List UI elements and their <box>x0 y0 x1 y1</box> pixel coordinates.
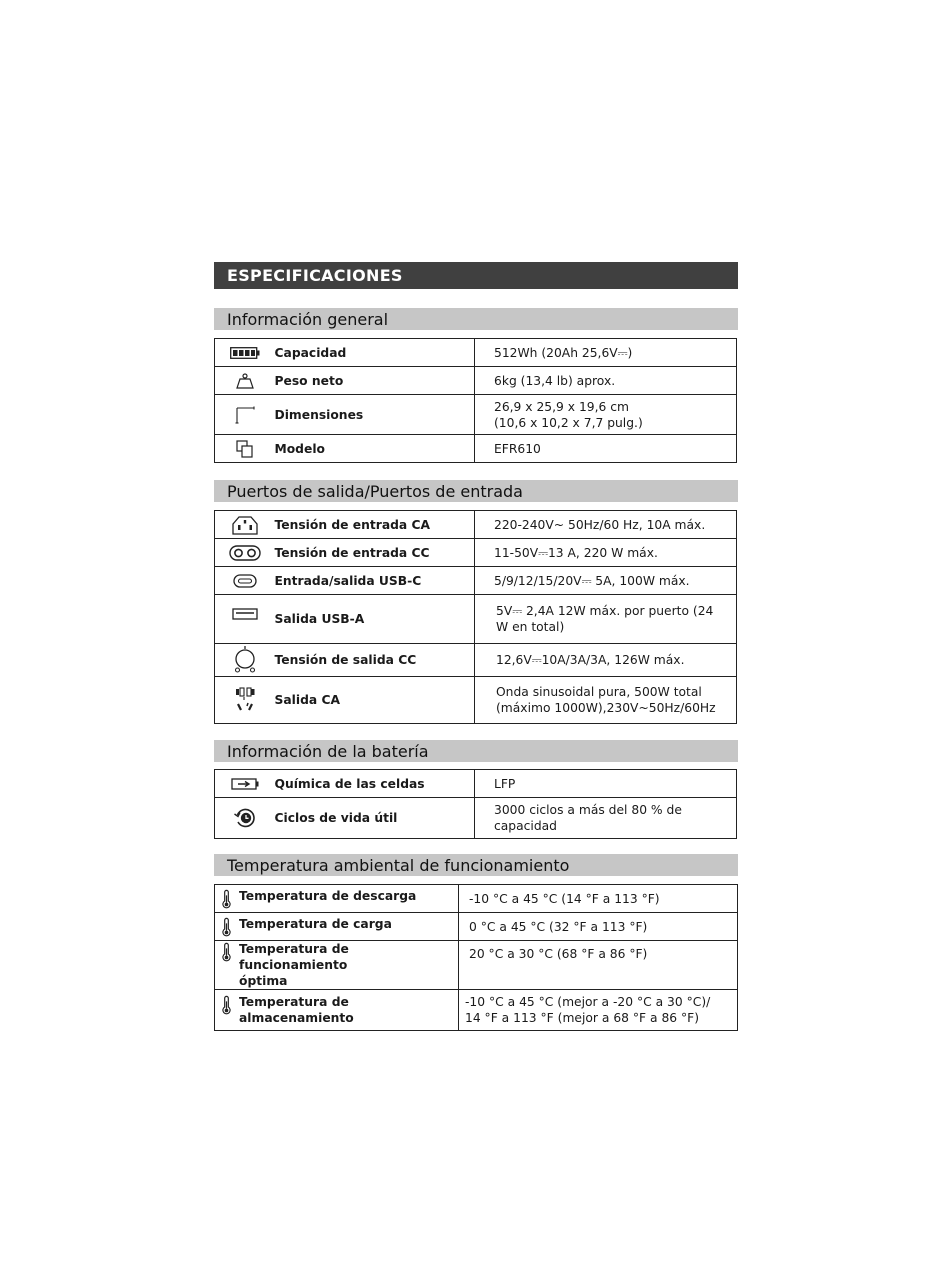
spec-label: Salida CA <box>275 677 475 724</box>
table-row <box>215 567 737 595</box>
spec-label: Peso neto <box>275 367 475 395</box>
ac-output-icon <box>234 686 256 714</box>
spec-value: 220-240V~ 50Hz/60 Hz, 10A máx. <box>475 511 737 539</box>
table-row <box>215 367 737 395</box>
table-row <box>215 644 737 677</box>
spec-value: 20 °C a 30 °C (68 °F a 86 °F) <box>459 941 738 990</box>
spec-value: 5V⎓ 2,4A 12W máx. por puerto (24 <box>496 604 714 618</box>
spec-label: Salida USB-A <box>275 595 475 644</box>
thermometer-icon <box>221 888 239 909</box>
table-row <box>215 941 738 990</box>
spec-value: 6kg (13,4 lb) aprox. <box>475 367 737 395</box>
spec-value-line2: capacidad <box>494 819 557 833</box>
spec-value: 26,9 x 25,9 x 19,6 cm <box>494 399 629 414</box>
table-row <box>215 798 737 839</box>
spec-label: Temperatura de descarga <box>239 889 417 903</box>
spec-value: 0 °C a 45 °C (32 °F a 113 °F) <box>459 913 738 941</box>
spec-label: Temperatura de carga <box>239 917 392 931</box>
temperature-table <box>214 884 738 1031</box>
spec-label: Temperatura de funcionamiento <box>239 942 349 972</box>
usb-c-icon <box>233 574 257 588</box>
page-title: ESPECIFICACIONES <box>214 262 738 289</box>
spec-value: LFP <box>475 770 737 798</box>
table-row <box>215 339 737 367</box>
model-icon <box>236 440 254 458</box>
spec-label: Temperatura de <box>239 995 349 1009</box>
life-cycle-icon <box>234 808 256 828</box>
ac-input-icon <box>230 515 260 535</box>
spec-value-line2: W en total) <box>496 620 565 634</box>
table-row <box>215 677 737 724</box>
general-table <box>214 338 737 463</box>
spec-value: Onda sinusoidal pura, 500W total <box>496 685 702 699</box>
spec-value: 12,6V⎓10A/3A/3A, 126W máx. <box>475 644 737 677</box>
spec-value: EFR610 <box>475 435 737 463</box>
table-row <box>215 511 737 539</box>
spec-value-line2: (máximo 1000W),230V~50Hz/60Hz <box>496 701 716 715</box>
table-row <box>215 913 738 941</box>
spec-label: Entrada/salida USB-C <box>275 567 475 595</box>
weight-icon <box>236 373 254 389</box>
dc-input-icon <box>229 545 261 561</box>
spec-label: Dimensiones <box>275 395 475 435</box>
spec-label: Tensión de entrada CA <box>275 511 475 539</box>
spec-value-line2: (10,6 x 10,2 x 7,7 pulg.) <box>494 415 643 430</box>
table-row <box>215 539 737 567</box>
spec-value: -10 °C a 45 °C (mejor a -20 °C a 30 °C)/ <box>465 995 711 1009</box>
spec-label: Capacidad <box>275 339 475 367</box>
table-row <box>215 395 737 435</box>
thermometer-icon <box>221 916 239 937</box>
battery-icon <box>230 347 260 359</box>
spec-label: Química de las celdas <box>275 770 475 798</box>
spec-value: 512Wh (20Ah 25,6V⎓) <box>475 339 737 367</box>
table-row <box>215 885 738 913</box>
spec-value: 5/9/12/15/20V⎓ 5A, 100W máx. <box>475 567 737 595</box>
battery-table <box>214 769 737 839</box>
spec-label: Tensión de salida CC <box>275 644 475 677</box>
usb-a-icon <box>232 608 258 620</box>
section-heading-ports: Puertos de salida/Puertos de entrada <box>214 480 738 502</box>
table-row <box>215 770 737 798</box>
spec-value: 11-50V⎓13 A, 220 W máx. <box>475 539 737 567</box>
spec-label: Ciclos de vida útil <box>275 798 475 839</box>
dimensions-icon <box>235 406 255 424</box>
table-row <box>215 990 738 1031</box>
section-heading-general: Información general <box>214 308 738 330</box>
section-heading-battery: Información de la batería <box>214 740 738 762</box>
cell-chemistry-icon <box>231 778 259 790</box>
spec-label-line2: almacenamiento <box>239 1011 354 1025</box>
spec-value: 3000 ciclos a más del 80 % de <box>494 803 682 817</box>
section-heading-temperature: Temperatura ambiental de funcionamiento <box>214 854 738 876</box>
ports-table <box>214 510 737 724</box>
thermometer-icon <box>221 994 239 1015</box>
spec-label: Modelo <box>275 435 475 463</box>
table-row <box>215 435 737 463</box>
spec-label-line2: óptima <box>239 974 288 988</box>
spec-label: Tensión de entrada CC <box>275 539 475 567</box>
table-row <box>215 595 737 644</box>
thermometer-icon <box>221 941 239 962</box>
spec-value-line2: 14 °F a 113 °F (mejor a 68 °F a 86 °F) <box>465 1011 700 1025</box>
spec-value: -10 °C a 45 °C (14 °F a 113 °F) <box>459 885 738 913</box>
dc-output-icon <box>233 646 257 674</box>
